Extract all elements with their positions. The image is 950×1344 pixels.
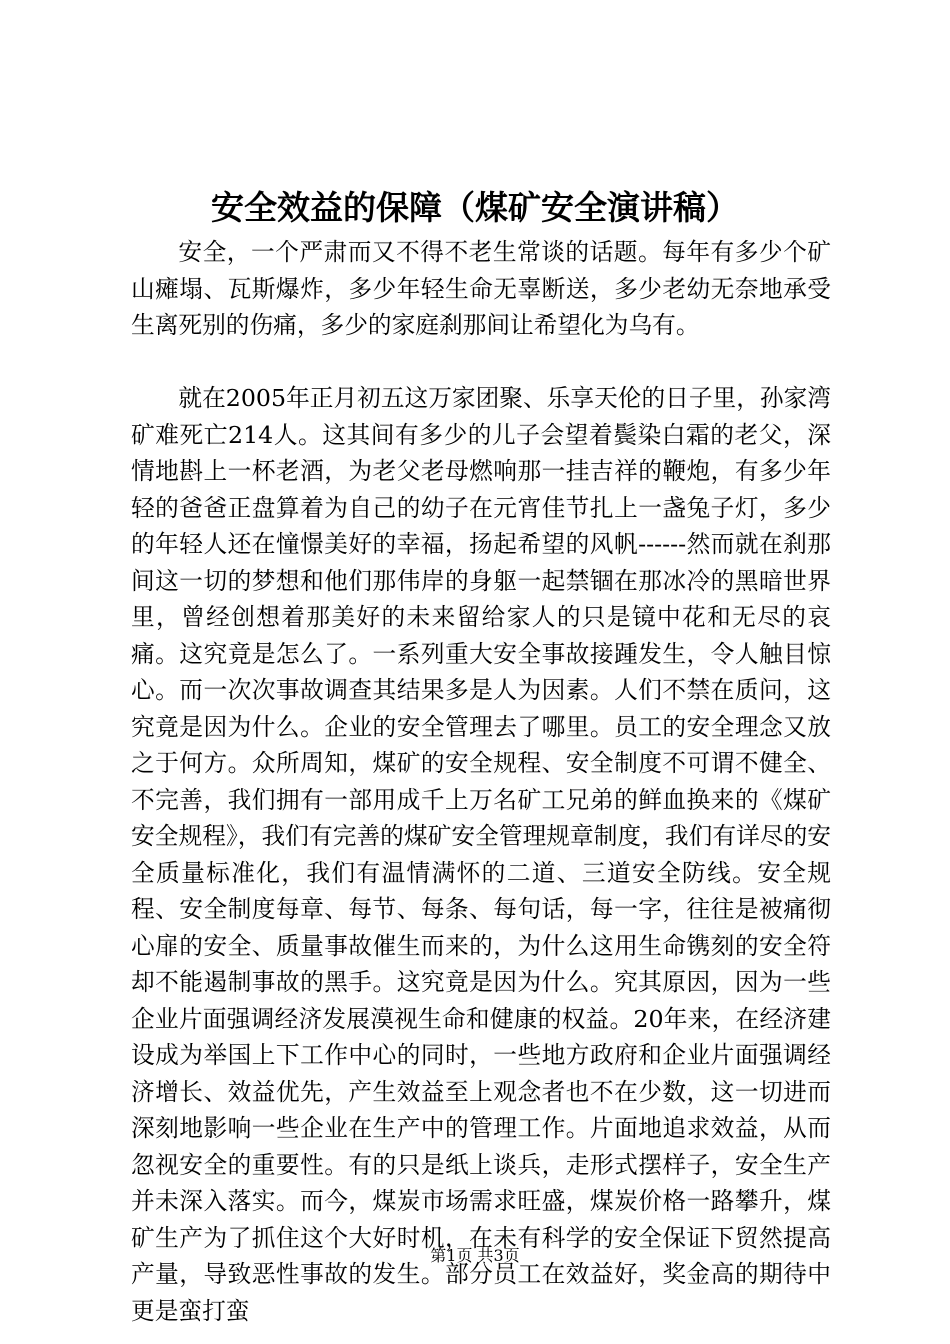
document-body xyxy=(131,234,831,1329)
paragraph-intro: 安全，一个严肃而又不得不老生常谈的话题。每年有多少个矿山瘫塌、瓦斯爆炸，多少年轻生命无辜断送，多少老幼无奈地承受生离死别的伤痛，多少的家庭刹那间让希望化为乌有。 xyxy=(131,238,831,339)
paragraph-main: 就在2005年正月初五这万家团聚、乐享天伦的日子里，孙家湾矿难死亡214人。这其间有多少的儿子会望着鬓染白霜的老父，深情地斟上一杯老酒，为老父老母燃响那一挂吉祥的鞭炮，有多少年轻的爸爸正盘算着为自己的幼子在元宵佳节扎上一盏兔子灯，多少的年轻人还在憧憬美好的幸福，扬起希望的风帆------然而就在刹那间这一切的梦想和他们那伟岸的身躯一起禁锢在那冰冷的黑暗世界里，曾经创想着那美好的未来留给家人的只是镜中花和无尽的哀痛。这究竟是怎么了。一系列重大安全事故接踵发生，令人触目惊心。而一次次事故调查其结果多是人为因素。人们不禁在质问，这究竟是因为什么。企业的安全管理去了哪里。员工的安全理念又放之于何方。众所周知，煤矿的安全规程、安全制度不可谓不健全、不完善，我们拥有一部用成千上万名矿工兄弟的鲜血换来的《煤矿安全规程》，我们有完善的煤矿安全管理规章制度，我们有详尽的安全质量标准化，我们有温情满怀的二道、三道安全防线。安全规程、安全制度每章、每节、每条、每句话，每一字，往往是被痛彻心扉的安全、质量事故催生而来的，为什么这用生命镌刻的安全符却不能遏制事故的黑手。这究竟是因为什么。究其原因，因为一些企业片面强调经济发展漠视生命和健康的权益。20年来，在经济建设成为举国上下工作中心的同时，一些地方政府和企业片面强调经济增长、效益优先，产生效益至上观念者也不在少数，这一切进而深刻地影响一些企业在生产中的管理工作。片面地追求效益，从而忽视安全的重要性。有的只是纸上谈兵，走形式摆样子，安全生产并未深入落实。而今，煤炭市场需求旺盛，煤炭价格一路攀升，煤矿生产为了抓住这个大好时机，在未有科学的安全保证下贸然提高产量，导致恶性事故的发生。部分员工在效益好，奖金高的期待中更是蛮打蛮 xyxy=(131,384,831,1325)
page-number-footer: 第1页 共3页 xyxy=(430,1246,520,1265)
document-title: 安全效益的保障（煤矿安全演讲稿） xyxy=(211,188,739,227)
paragraph-spacer xyxy=(131,344,831,381)
